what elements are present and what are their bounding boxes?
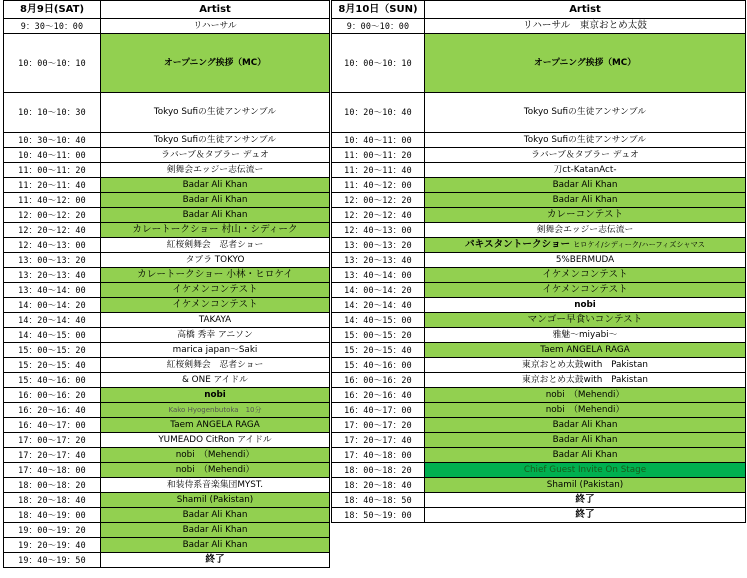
time-cell: 14：20〜14：40	[4, 313, 101, 328]
time-cell: 10：00〜10：10	[332, 34, 425, 93]
time-cell: 13：00〜13：20	[332, 238, 425, 253]
table-row	[332, 418, 746, 433]
table-row	[4, 163, 330, 178]
time-cell: 17：20〜17：40	[332, 433, 425, 448]
table-row	[4, 418, 330, 433]
artist-cell: nobi （Mehendi）	[425, 388, 746, 403]
table-row	[332, 313, 746, 328]
time-cell: 11：00〜11：20	[4, 163, 101, 178]
table-row	[332, 178, 746, 193]
table-row	[4, 34, 330, 93]
artist-cell: YUMEADO CitRon アイドル	[101, 433, 330, 448]
time-cell: 12：40〜13：00	[4, 238, 101, 253]
time-cell: 10：30〜10：40	[4, 133, 101, 148]
time-cell: 14：00〜14：20	[4, 298, 101, 313]
table-row	[332, 253, 746, 268]
artist-cell: マンゴー早食いコンテスト	[425, 313, 746, 328]
day1-date-header: 8月9日(SAT)	[4, 1, 101, 19]
table-row	[4, 93, 330, 133]
day1-header-row	[4, 1, 330, 19]
time-cell: 19：00〜19：20	[4, 523, 101, 538]
time-cell: 14：00〜14：20	[332, 283, 425, 298]
artist-cell: 紅桜剣舞会 忍者ショー	[101, 358, 330, 373]
time-cell: 16：20〜16：40	[332, 388, 425, 403]
artist-cell: 紅桜剣舞会 忍者ショー	[101, 238, 330, 253]
artist-cell: nobi （Mehendi）	[101, 463, 330, 478]
table-row	[4, 448, 330, 463]
table-row	[332, 463, 746, 478]
time-cell: 14：40〜15：00	[332, 313, 425, 328]
time-cell: 15：40〜16：00	[4, 373, 101, 388]
day2-header-row	[332, 1, 746, 19]
artist-cell: Badar Ali Khan	[101, 523, 330, 538]
artist-cell: Badar Ali Khan	[425, 178, 746, 193]
table-row	[4, 403, 330, 418]
talk-show-title: パキスタントークショー	[464, 239, 571, 251]
table-row	[4, 328, 330, 343]
time-cell: 9：30〜10：00	[4, 19, 101, 34]
table-row	[4, 373, 330, 388]
artist-cell: Tokyo Sufiの生徒アンサンブル	[425, 93, 746, 133]
time-cell: 12：40〜13：00	[332, 223, 425, 238]
time-cell: 17：20〜17：40	[4, 448, 101, 463]
table-row	[4, 223, 330, 238]
time-cell: 18：40〜19：00	[4, 508, 101, 523]
artist-cell: TAKAYA	[101, 313, 330, 328]
artist-cell: & ONE アイドル	[101, 373, 330, 388]
artist-cell: Kako Hyogenbutoka 10分	[101, 403, 330, 418]
time-cell: 18：20〜18：40	[4, 493, 101, 508]
artist-cell: Badar Ali Khan	[101, 538, 330, 553]
table-row	[332, 133, 746, 148]
table-row	[4, 208, 330, 223]
table-row	[332, 283, 746, 298]
time-cell: 17：40〜18：00	[4, 463, 101, 478]
artist-cell: 5%BERMUDA	[425, 253, 746, 268]
table-row	[332, 373, 746, 388]
artist-cell: オープニング挨拶（MC）	[425, 34, 746, 93]
artist-cell: nobi （Mehendi）	[101, 448, 330, 463]
time-cell: 18：00〜18：20	[332, 463, 425, 478]
time-cell: 9：00〜10：00	[332, 19, 425, 34]
artist-cell: ラバーブ＆タブラー デュオ	[101, 148, 330, 163]
artist-cell: 剣舞会エッジー志伝流ー	[425, 223, 746, 238]
artist-cell: ラバーブ＆タブラー デュオ	[425, 148, 746, 163]
artist-cell: Shamil (Pakistan)	[425, 478, 746, 493]
table-row	[332, 493, 746, 508]
time-cell: 13：40〜14：00	[4, 283, 101, 298]
time-cell: 15：00〜15：20	[4, 343, 101, 358]
table-row	[4, 538, 330, 553]
time-cell: 10：40〜11：00	[4, 148, 101, 163]
table-row	[4, 553, 330, 568]
table-row	[332, 163, 746, 178]
table-row	[332, 238, 746, 253]
table-row	[332, 403, 746, 418]
artist-cell: Badar Ali Khan	[425, 433, 746, 448]
time-cell: 14：40〜15：00	[4, 328, 101, 343]
artist-cell: 終了	[425, 493, 746, 508]
artist-cell: 剣舞会エッジー志伝流ー	[101, 163, 330, 178]
artist-cell: nobi （Mehendi）	[425, 403, 746, 418]
artist-cell: カレートークショー 村山・シディーク	[101, 223, 330, 238]
table-row	[4, 133, 330, 148]
table-row	[332, 34, 746, 93]
table-row	[4, 148, 330, 163]
artist-cell: Badar Ali Khan	[101, 208, 330, 223]
table-row	[4, 253, 330, 268]
time-cell: 13：20〜13：40	[4, 268, 101, 283]
artist-cell: 高橋 秀幸 アニソン	[101, 328, 330, 343]
table-row	[332, 268, 746, 283]
time-cell: 16：20〜16：40	[4, 403, 101, 418]
time-cell: 11：00〜11：20	[332, 148, 425, 163]
artist-cell: nobi	[101, 388, 330, 403]
table-row	[332, 19, 746, 34]
table-row	[332, 298, 746, 313]
artist-cell: Badar Ali Khan	[101, 508, 330, 523]
artist-cell: カレートークショー 小林・ヒロケイ	[101, 268, 330, 283]
time-cell: 13：40〜14：00	[332, 268, 425, 283]
table-row	[332, 328, 746, 343]
table-row	[4, 268, 330, 283]
talk-show-guests: ヒロケイ/シディーク/ハーフィズシャマス	[572, 240, 705, 250]
table-row	[332, 358, 746, 373]
time-cell: 14：20〜14：40	[332, 298, 425, 313]
time-cell: 13：20〜13：40	[332, 253, 425, 268]
table-row	[4, 358, 330, 373]
table-row	[332, 478, 746, 493]
table-row	[4, 178, 330, 193]
artist-cell: Chief Guest Invite On Stage	[425, 463, 746, 478]
time-cell: 18：20〜18：40	[332, 478, 425, 493]
time-cell: 10：40〜11：00	[332, 133, 425, 148]
time-cell: 11：20〜11：40	[332, 163, 425, 178]
table-row	[4, 283, 330, 298]
artist-cell: Shamil (Pakistan)	[101, 493, 330, 508]
time-cell: 11：40〜12：00	[332, 178, 425, 193]
time-cell: 18：40〜18：50	[332, 493, 425, 508]
day1-schedule-table	[3, 0, 330, 568]
table-row	[4, 298, 330, 313]
table-row	[332, 93, 746, 133]
time-cell: 17：00〜17：20	[4, 433, 101, 448]
artist-cell: イケメンコンテスト	[425, 283, 746, 298]
table-row	[332, 343, 746, 358]
artist-cell: Badar Ali Khan	[101, 193, 330, 208]
time-cell: 18：00〜18：20	[4, 478, 101, 493]
artist-cell: Taem ANGELA RAGA	[101, 418, 330, 433]
time-cell: 17：40〜18：00	[332, 448, 425, 463]
artist-cell: リハーサル 東京おとめ太鼓	[425, 19, 746, 34]
artist-cell: イケメンコンテスト	[101, 298, 330, 313]
day1-artist-header: Artist	[101, 1, 330, 19]
artist-cell: marica japan〜Saki	[101, 343, 330, 358]
artist-cell: 東京おとめ太鼓with Pakistan	[425, 358, 746, 373]
artist-cell: 雅魅〜miyabi〜	[425, 328, 746, 343]
time-cell: 15：40〜16：00	[332, 358, 425, 373]
table-row	[4, 388, 330, 403]
table-row	[4, 433, 330, 448]
time-cell: 16：00〜16：20	[332, 373, 425, 388]
time-cell: 12：00〜12：20	[332, 193, 425, 208]
table-row	[332, 508, 746, 523]
time-cell: 16：00〜16：20	[4, 388, 101, 403]
table-row	[4, 193, 330, 208]
day2-artist-header: Artist	[425, 1, 746, 19]
time-cell: 15：20〜15：40	[332, 343, 425, 358]
table-row	[332, 148, 746, 163]
artist-cell	[425, 238, 746, 253]
artist-cell: カレーコンテスト	[425, 208, 746, 223]
artist-cell: Tokyo Sufiの生徒アンサンブル	[101, 133, 330, 148]
artist-cell: イケメンコンテスト	[101, 283, 330, 298]
table-row	[4, 343, 330, 358]
artist-cell: nobi	[425, 298, 746, 313]
artist-cell: Taem ANGELA RAGA	[425, 343, 746, 358]
time-cell: 16：40〜17：00	[4, 418, 101, 433]
table-row	[4, 463, 330, 478]
table-row	[4, 508, 330, 523]
artist-cell: リハーサル	[101, 19, 330, 34]
artist-cell: Tokyo Sufiの生徒アンサンブル	[101, 93, 330, 133]
artist-cell: Badar Ali Khan	[425, 448, 746, 463]
artist-cell: Badar Ali Khan	[101, 178, 330, 193]
artist-cell: オープニング挨拶（MC）	[101, 34, 330, 93]
artist-cell: Badar Ali Khan	[425, 418, 746, 433]
artist-cell: 終了	[101, 553, 330, 568]
table-row	[4, 478, 330, 493]
table-row	[332, 388, 746, 403]
table-row	[332, 208, 746, 223]
artist-cell: 刀ct-KatanAct-	[425, 163, 746, 178]
day2-schedule-table	[331, 0, 746, 523]
time-cell: 10：00〜10：10	[4, 34, 101, 93]
table-row	[332, 433, 746, 448]
time-cell: 12：20〜12：40	[4, 223, 101, 238]
time-cell: 17：00〜17：20	[332, 418, 425, 433]
artist-cell: 和装侍系音楽集団MYST.	[101, 478, 330, 493]
table-row	[4, 523, 330, 538]
time-cell: 16：40〜17：00	[332, 403, 425, 418]
artist-cell: イケメンコンテスト	[425, 268, 746, 283]
time-cell: 13：00〜13：20	[4, 253, 101, 268]
time-cell: 15：20〜15：40	[4, 358, 101, 373]
artist-cell: Tokyo Sufiの生徒アンサンブル	[425, 133, 746, 148]
time-cell: 19：40〜19：50	[4, 553, 101, 568]
day2-date-header: 8月10日（SUN)	[332, 1, 425, 19]
table-row	[4, 313, 330, 328]
table-row	[4, 493, 330, 508]
time-cell: 11：40〜12：00	[4, 193, 101, 208]
time-cell: 10：10〜10：30	[4, 93, 101, 133]
artist-cell: 東京おとめ太鼓with Pakistan	[425, 373, 746, 388]
time-cell: 19：20〜19：40	[4, 538, 101, 553]
time-cell: 12：00〜12：20	[4, 208, 101, 223]
table-row	[4, 19, 330, 34]
time-cell: 10：20〜10：40	[332, 93, 425, 133]
time-cell: 15：00〜15：20	[332, 328, 425, 343]
time-cell: 12：20〜12：40	[332, 208, 425, 223]
table-row	[332, 223, 746, 238]
table-row	[4, 238, 330, 253]
table-row	[332, 448, 746, 463]
time-cell: 11：20〜11：40	[4, 178, 101, 193]
artist-cell: Badar Ali Khan	[425, 193, 746, 208]
artist-cell: タブラ TOKYO	[101, 253, 330, 268]
table-row	[332, 193, 746, 208]
time-cell: 18：50〜19：00	[332, 508, 425, 523]
artist-cell: 終了	[425, 508, 746, 523]
